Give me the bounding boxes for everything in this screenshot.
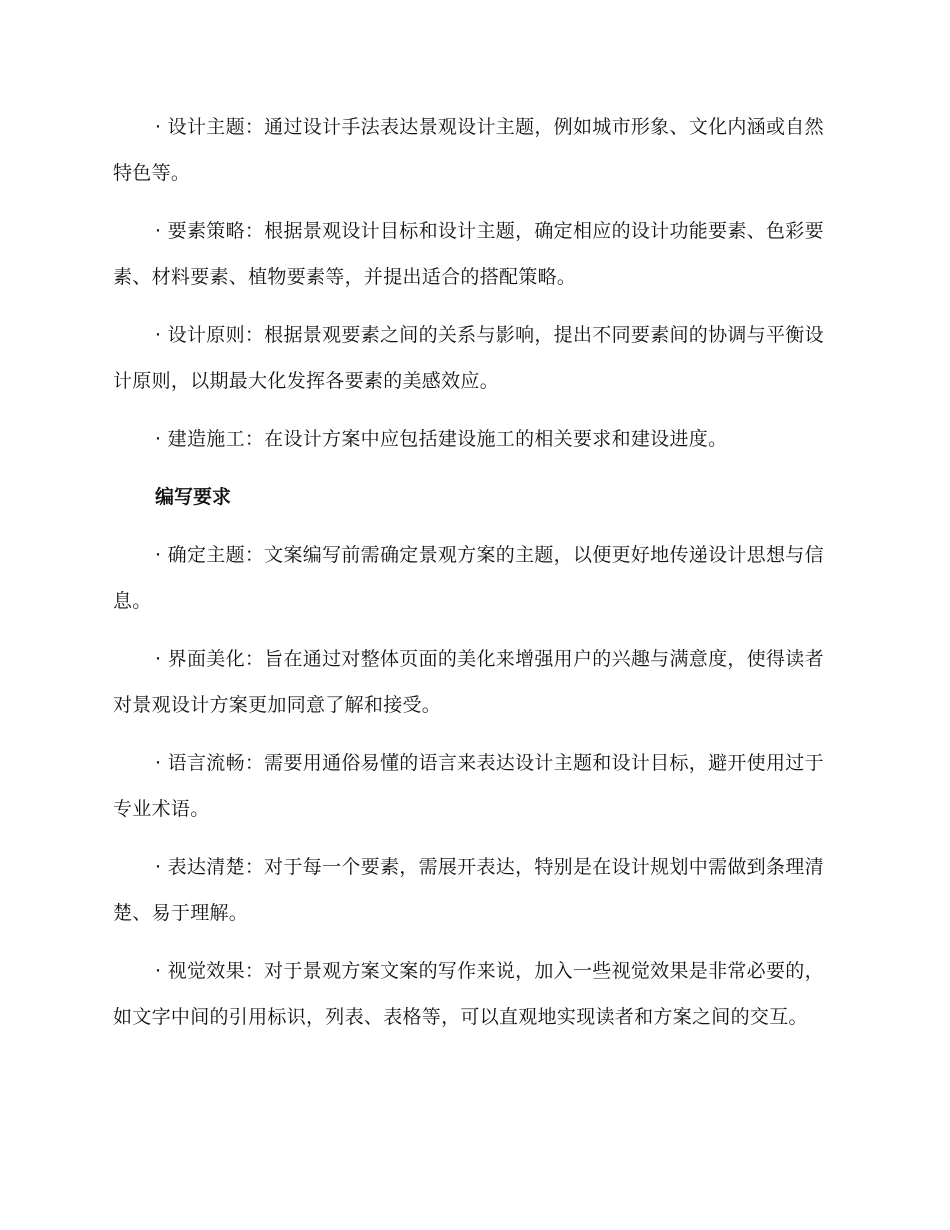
paragraph-design-principles: · 设计原则：根据景观要素之间的关系与影响，提出不同要素间的协调与平衡设计原则，以期最大化发挥各要素的美感效应。 bbox=[113, 324, 824, 392]
document-body bbox=[113, 104, 833, 1052]
paragraph-element-strategy: · 要素策略：根据景观设计目标和设计主题，确定相应的设计功能要素、色彩要素、材料要素、植物要素等，并提出适合的搭配策略。 bbox=[113, 220, 824, 288]
paragraph-construction: · 建造施工：在设计方案中应包括建设施工的相关要求和建设进度。 bbox=[155, 428, 728, 450]
paragraph-design-theme: · 设计主题：通过设计手法表达景观设计主题，例如城市形象、文化内涵或自然特色等。 bbox=[113, 116, 824, 184]
section-heading: 编写要求 bbox=[155, 486, 232, 508]
paragraph-fluent-language: · 语言流畅：需要用通俗易懂的语言来表达设计主题和设计目标，避开使用过于专业术语。 bbox=[113, 752, 824, 820]
paragraph-define-theme: · 确定主题：文案编写前需确定景观方案的主题，以便更好地传递设计思想与信息。 bbox=[113, 544, 824, 612]
paragraph-visual-effects: · 视觉效果：对于景观方案文案的写作来说，加入一些视觉效果是非常必要的，如文字中间的引用标识，列表、表格等，可以直观地实现读者和方案之间的交互。 bbox=[113, 960, 824, 1028]
paragraph-clear-expression: · 表达清楚：对于每一个要素，需展开表达，特别是在设计规划中需做到条理清楚、易于理解。 bbox=[113, 856, 824, 924]
paragraph-interface-beautify: · 界面美化：旨在通过对整体页面的美化来增强用户的兴趣与满意度，使得读者对景观设计方案更加同意了解和接受。 bbox=[113, 648, 824, 716]
